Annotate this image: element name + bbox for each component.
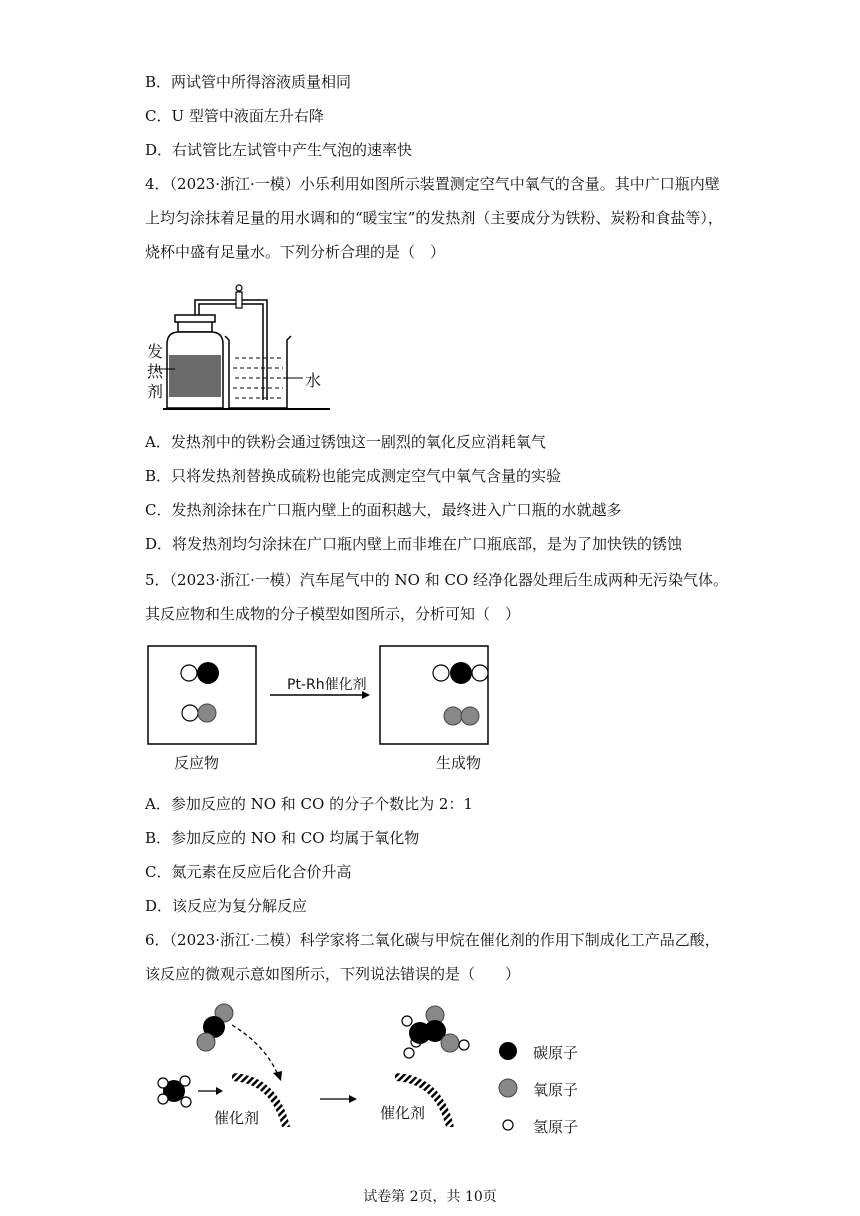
- q3-option-c: C．U 型管中液面左升右降: [145, 107, 324, 125]
- q4-heater-label: 发 热 剂: [147, 342, 164, 401]
- q4-option-a: A．发热剂中的铁粉会通过锈蚀这一剧烈的氧化反应消耗氧气: [145, 433, 546, 451]
- q6-stem-line2: 该反应的微观示意如图所示，下列说法错误的是（ ）: [145, 965, 521, 983]
- reactant-box: [148, 646, 256, 744]
- q5-option-c: C．氮元素在反应后化合价升高: [145, 863, 352, 881]
- legend-hydrogen-label: 氢原子: [533, 1118, 579, 1136]
- q6-catalyst-label-2: 催化剂: [380, 1104, 426, 1122]
- q3-option-d: D．右试管比左试管中产生气泡的速率快: [145, 141, 413, 159]
- legend-oxygen-label: 氧原子: [533, 1081, 579, 1099]
- q4-stem-line2: 上均匀涂抹着足量的用水调和的“暖宝宝”的发热剂（主要成分为铁粉、炭粉和食盐等），: [145, 209, 723, 227]
- q4-apparatus-figure: [145, 282, 335, 414]
- q4-stem-line1: 4．（2023·浙江·一模）小乐利用如图所示装置测定空气中氧气的含量。其中广口瓶内壁: [145, 175, 720, 193]
- q4-option-b: B．只将发热剂替换成硫粉也能完成测定空气中氧气含量的实验: [145, 467, 562, 485]
- legend-hydrogen-symbol: [503, 1120, 513, 1130]
- q5-option-d: D．该反应为复分解反应: [145, 897, 308, 915]
- q5-catalyst-label: Pt-Rh催化剂: [287, 677, 367, 693]
- q5-reactant-label: 反应物: [174, 754, 220, 772]
- legend-oxygen-symbol: [499, 1079, 517, 1097]
- q5-stem-line1: 5．（2023·浙江·一模）汽车尾气中的 NO 和 CO 经净化器处理后生成两种无污染气体。: [145, 571, 729, 589]
- q5-stem-line2: 其反应物和生成物的分子模型如图所示，分析可知（ ）: [145, 605, 521, 623]
- q5-option-a: A．参加反应的 NO 和 CO 的分子个数比为 2：1: [145, 795, 473, 813]
- q4-option-c: C．发热剂涂抹在广口瓶内壁上的面积越大，最终进入广口瓶的水就越多: [145, 501, 622, 519]
- q3-option-b: B．两试管中所得溶液质量相同: [145, 73, 352, 91]
- q5-product-label: 生成物: [436, 754, 482, 772]
- legend-carbon-label: 碳原子: [533, 1044, 579, 1062]
- q6-catalyst-label-1: 催化剂: [214, 1109, 260, 1127]
- q4-stem-line3: 烧杯中盛有足量水。下列分析合理的是（ ）: [145, 243, 446, 261]
- page-footer: 试卷第 2页，共 10页: [363, 1189, 497, 1205]
- legend-carbon-symbol: [499, 1042, 517, 1060]
- q4-option-d: D．将发热剂均匀涂抹在广口瓶内壁上而非堆在广口瓶底部，是为了加快铁的锈蚀: [145, 535, 683, 553]
- q5-option-b: B．参加反应的 NO 和 CO 均属于氧化物: [145, 829, 420, 847]
- q4-water-label: 水: [305, 371, 322, 390]
- q6-stem-line1: 6．（2023·浙江·二模）科学家将二氧化碳与甲烷在催化剂的作用下制成化工产品乙酸，: [145, 931, 720, 949]
- product-box: [380, 646, 488, 744]
